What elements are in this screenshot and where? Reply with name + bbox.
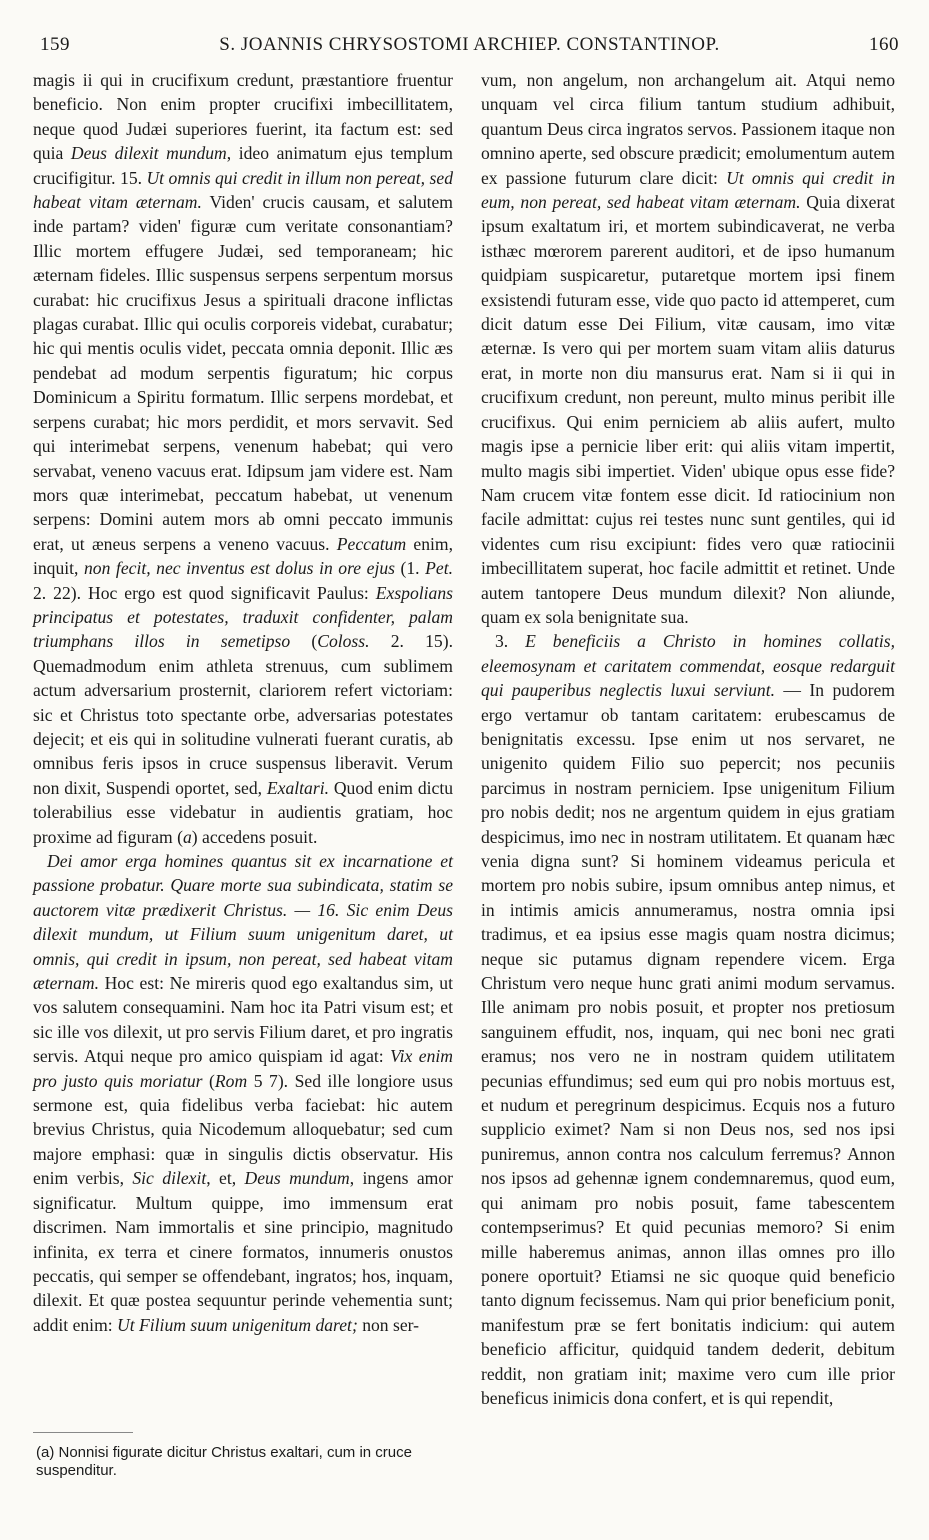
page-header [40,34,899,60]
footnote-rule [33,1432,133,1433]
page-number-right: 160 [869,34,899,55]
running-title: S. JOANNIS CHRYSOSTOMI ARCHIEP. CONSTANTINOP. [219,34,720,55]
left-paragraph-1: magis ii qui in crucifixum credunt, præstantiore fruentur beneficio. Non enim propter crucifixi imbecillitatem, neque quod Judæi superiores fuerint, ita factum est: sed quia Deus dilexit mundum, ideo animatum ejus templum crucifigitur. 15. Ut omnis qui credit in illum non pereat, sed habeat vitam æternam. Viden' crucis causam, et salutem inde partam? viden' figuræ cum veritate consonantiam? Illic mortem effugere Judæi, sed temporaneam; hic æternam fideles. Illic suspensus serpens serpentum morsus curabat: hic crucifixus Jesus a spirituali dracone inflictas plagas curabat. Illic qui oculis corporeis videbat, curabatur; hic qui mentis oculis videt, peccata omnia deponit. Illic æs pendebat ad modum serpentis figuratum; hic corpus Dominicum a Spiritu formatum. Illic serpens mordebat, et serpens curabat; hic mors perdidit, et mors servavit. Sed qui interimebat serpens, venenum habebat; qui vero servabat, veneno vacuus erat. Idipsum jam videre est. Nam mors quæ interimebat, peccatum habebat, ut venenum serpens: Domini autem mors ab omni peccato immunis erat, ut æneus serpens a veneno vacuus. Peccatum enim, inquit, non fecit, nec inventus est dolus in ore ejus (1. Pet. 2. 22). Hoc ergo est quod significavit Paulus: Exspolians principatus et potestates, traduxit confidenter, palam triumphans illos in semetipso (Coloss. 2. 15). Quemadmodum enim athleta strenuus, cum sublimem actum adversarium prosternit, clariorem refert victoriam: sic et Christus toto spectante orbe, adversarias potestates dejecit; et eis qui in solitudine vulnerati fuerant curatis, ab omnibus feris ipsos in cruce suspensus liberavit. Verum non dixit, Suspendi oportet, sed, Exaltari. Quod enim dictu tolerabilius esse videbatur in audientis gratiam, hoc proxime ad figuram (a) accedens posuit. [33,70,453,847]
page-number-left: 159 [40,34,70,55]
right-paragraph-2: 3. E beneficiis a Christo in homines collatis, eleemosynam et caritatem commendat, eosque redarguit qui pauperibus neglectis luxui serviunt. — In pudorem ergo vertamur ob tantam caritatem: erubescamus de benignitatis excessu. Ipse enim ut nos servaret, ne unigenito quidem Filio suo pepercit; nos pecuniis parcimus in nostram perniciem. Ipse unigenitum Filium pro nobis dedit; nos ne argentum quidem in ejus gratiam despicimus, imo nec in nostram utilitatem. Et quanam hæc venia digna sunt? Si hominem videamus pericula et mortem pro nobis subire, ipsum omnibus antep nimus, et in intimis amicis annumeramus, nostra omnia ipsi tradimus, et ea ipsius esse magis quam nostra dicimus; neque sic putamus dignam rependere vicem. Erga Christum vero neque hunc grati animi modum servamus. Ille animam pro nobis posuit, et propter nos pretiosum sanguinem effudit, nos, inquam, qui nec boni nec grati eramus; nos vero ne in nostram quidem utilitatem pecunias effundimus; sed eum qui pro nobis mortuus est, et nudum et peregrinum despicimus. Ecquis nos a futuro supplicio eximet? Nam si non Deus nos, sed nos ipsi puniremus, annon contra nos calculum ferremus? Annon nos ipsos ad gehennæ ignem condemnaremus, quod eum, qui animam pro nobis posuit, fame tabescentem contempserimus? Et quid pecunias memoro? Si enim mille haberemus animas, annon illas omnes pro illo ponere oportuit? Etiamsi ne sic quoque quid beneficio tanto dignum fecissemus. Nam qui prior beneficium ponit, manifestum præ se fert bonitatis indicium: qui autem beneficio afficitur, quidquid tandem dederit, debitum reddit, non gratiam init; maxime vero cum ille prior beneficus inimicis dona confert, et is qui rependit, [481,631,895,1408]
footnote: (a) Nonnisi figurate dicitur Christus exaltari, cum in cruce suspenditur. [36,1444,412,1479]
right-column [481,68,895,1410]
left-paragraph-2: Dei amor erga homines quantus sit ex incarnatione et passione probatur. Quare morte sua subindicata, statim se auctorem vitæ prædixerit Christus. — 16. Sic enim Deus dilexit mundum, ut Filium suum unigenitum daret, ut omnis, qui credit in ipsum, non pereat, sed habeat vitam æternam. Hoc est: Ne mireris quod ego exaltandus sim, ut vos salutem consequamini. Nam hoc ita Patri visum est; et sic ille vos dilexit, ut pro servis Filium daret, et pro ingratis servis. Atqui neque pro amico quispiam id agat: Vix enim pro justo quis moriatur (Rom 5 7). Sed ille longiore usus sermone est, quia fidelibus verba faciebat: hic autem brevius Christus, quia Nicodemum alloquebatur; sed cum majore emphasi: quæ in singulis dictis observatur. His enim verbis, Sic dilexit, et, Deus mundum, ingens amor significatur. Multum quippe, imo immensum erat discrimen. Nam immortalis et sine principio, magnitudo infinita, ex terra et cinere formatos, innumeris onustos peccatis, qui semper se offendebant, ingratos; hos, inquam, dilexit. Et quæ postea sequuntur perinde vehementia sunt; addit enim: Ut Filium suum unigenitum daret; non ser- [33,851,454,1335]
right-paragraph-1: vum, non angelum, non archangelum ait. Atqui nemo unquam vel circa filium tantum studium adhibuit, quantum Deus circa ingratos servos. Passionem itaque non omnino aperte, sed obscure prædicit; emolumentum autem ex passione futurum clare dicit: Ut omnis qui credit in eum, non pereat, sed habeat vitam æternam. Quia dixerat ipsum exaltatum iri, et mortem subindicaverat, ne verba isthæc mœrorem parerent auditori, et de ipso humanum quidpiam suspicaretur, putaretque mortem ipsi finem exsistendi futuram esse, vide quo pacto id attemperet, cum dicit datum esse Dei Filium, vitæ causam, imo vitæ æternæ. Is vero qui per mortem suam vitam aliis daturus erat, in morte non diu mansurus erat. Nam si ii qui in crucifixum credunt, non pereunt, multo minus peribit ille crucifixus. Qui enim perniciem ab aliis aufert, multo magis ipse a pernicie liber erit: qui aliis vitam impertit, multo magis sibi impertiet. Viden' ubique opus esse fide? Nam crucem vitæ fontem esse dicit. Id ratiocinium non facile admittat: cujus rei testes nunc sunt gentiles, qui id videntes cum risu excipiunt: fides vero quæ ratiocinii imbecillitatem superat, hoc facile admittit et retinet. Unde autem tantopere Deus mundum dilexit? Non aliunde, quam ex sola benignitate sua. [481,70,896,627]
left-column [33,68,453,1337]
